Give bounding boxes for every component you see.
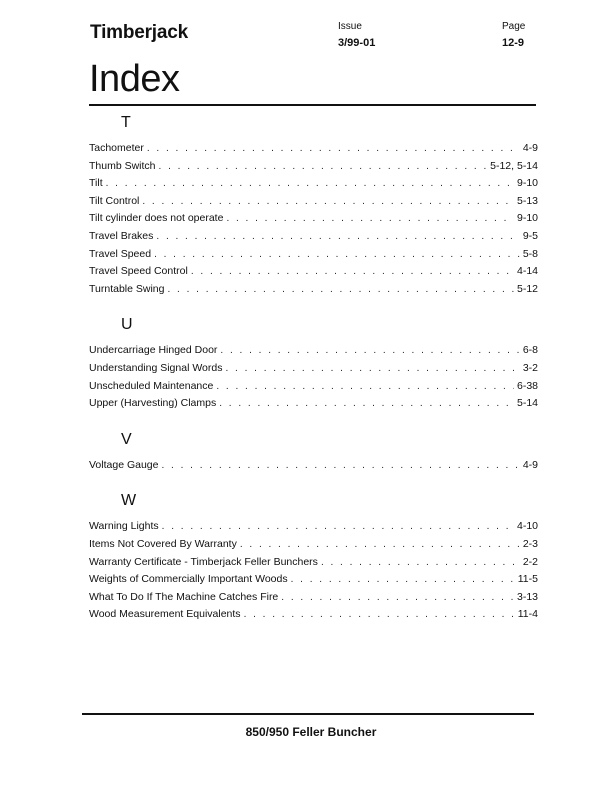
index-section-u xyxy=(89,314,538,412)
index-section-w xyxy=(89,490,538,624)
index-entry xyxy=(89,210,538,228)
page-label: Page xyxy=(502,21,526,32)
index-section-v xyxy=(89,429,538,475)
section-spacer xyxy=(89,298,538,314)
index-entry xyxy=(89,518,538,536)
page-number: 12-9 xyxy=(502,37,525,49)
footer-model-name: 850/950 Feller Buncher xyxy=(245,725,377,739)
entry-term: Understanding Signal Words xyxy=(89,361,223,374)
entry-term: Weights of Commercially Important Woods xyxy=(89,573,288,586)
section-spacer xyxy=(89,474,538,490)
leader-dots xyxy=(321,554,520,572)
entry-term: Unscheduled Maintenance xyxy=(89,379,214,392)
entry-page: 5-12, 5-14 xyxy=(490,159,538,172)
entry-term: Travel Speed xyxy=(89,247,152,260)
leader-dots xyxy=(161,457,519,475)
index-entry xyxy=(89,589,538,607)
entry-page: 9-5 xyxy=(522,229,538,242)
issue-block xyxy=(338,18,375,52)
section-letter: V xyxy=(121,430,132,448)
index-entry xyxy=(89,281,538,299)
index-entry xyxy=(89,554,538,572)
entry-page: 9-10 xyxy=(516,177,538,190)
entry-term: Wood Measurement Equivalents xyxy=(89,608,241,621)
index-entry xyxy=(89,457,538,475)
entry-term: Tilt cylinder does not operate xyxy=(89,212,224,225)
index-entry xyxy=(89,342,538,360)
page-block xyxy=(502,18,525,52)
header-divider xyxy=(89,104,536,106)
entry-page: 2-3 xyxy=(522,537,538,550)
issue-value: 3/99-01 xyxy=(338,37,376,49)
leader-dots xyxy=(219,395,514,413)
leader-dots xyxy=(191,263,514,281)
leader-dots xyxy=(240,536,520,554)
index-entry xyxy=(89,360,538,378)
entry-page: 6-8 xyxy=(522,344,538,357)
entry-page: 5-8 xyxy=(522,247,538,260)
leader-dots xyxy=(220,342,519,360)
entry-page: 6-38 xyxy=(516,379,538,392)
index-entry xyxy=(89,140,538,158)
leader-dots xyxy=(162,518,514,536)
leader-dots xyxy=(216,378,514,396)
index-entry xyxy=(89,158,538,176)
entry-page: 11-4 xyxy=(517,608,538,621)
page-title: Index xyxy=(89,58,180,100)
entry-term: Tilt xyxy=(89,177,103,190)
brand-logo-text: Timberjack xyxy=(90,22,188,43)
issue-label: Issue xyxy=(338,21,362,32)
leader-dots xyxy=(225,360,519,378)
footer-divider xyxy=(82,713,534,715)
section-letter: U xyxy=(121,316,133,334)
leader-dots xyxy=(159,158,488,176)
index-entry xyxy=(89,228,538,246)
leader-dots xyxy=(291,571,515,589)
index-entry xyxy=(89,378,538,396)
index-list xyxy=(89,112,538,624)
entry-page: 4-14 xyxy=(516,265,538,278)
entry-term: Turntable Swing xyxy=(89,282,165,295)
entry-page: 3-2 xyxy=(522,361,538,374)
entry-page: 4-9 xyxy=(522,458,538,471)
leader-dots xyxy=(147,140,520,158)
leader-dots xyxy=(244,606,515,624)
entry-term: Items Not Covered By Warranty xyxy=(89,537,237,550)
index-entry xyxy=(89,263,538,281)
entry-page: 9-10 xyxy=(516,212,538,225)
entry-term: Travel Brakes xyxy=(89,229,154,242)
section-spacer xyxy=(89,413,538,429)
entry-term: Tachometer xyxy=(89,142,144,154)
entry-page: 5-13 xyxy=(516,194,538,207)
index-entry xyxy=(89,536,538,554)
entry-page: 3-13 xyxy=(516,590,538,603)
entry-page: 2-2 xyxy=(522,555,538,568)
entry-page: 4-9 xyxy=(522,142,538,154)
entry-page: 4-10 xyxy=(516,520,538,533)
leader-dots xyxy=(154,246,520,264)
entry-term: What To Do If The Machine Catches Fire xyxy=(89,590,279,603)
entry-term: Undercarriage Hinged Door xyxy=(89,344,218,357)
index-entry xyxy=(89,246,538,264)
index-entry xyxy=(89,175,538,193)
leader-dots xyxy=(167,281,514,299)
leader-dots xyxy=(142,193,514,211)
entry-term: Travel Speed Control xyxy=(89,265,188,278)
entry-page: 5-14 xyxy=(516,397,538,410)
index-entry xyxy=(89,193,538,211)
entry-term: Warning Lights xyxy=(89,520,159,533)
entry-term: Warranty Certificate - Timberjack Feller Bunchers xyxy=(89,555,318,568)
entry-term: Tilt Control xyxy=(89,194,140,207)
leader-dots xyxy=(106,175,514,193)
section-letter: W xyxy=(121,492,137,510)
entry-term: Thumb Switch xyxy=(89,159,156,172)
section-letter: T xyxy=(121,114,131,131)
entry-term: Upper (Harvesting) Clamps xyxy=(89,397,217,410)
entry-term: Voltage Gauge xyxy=(89,458,159,471)
leader-dots xyxy=(156,228,519,246)
index-section-t xyxy=(89,112,538,298)
entry-page: 11-5 xyxy=(517,573,538,586)
entry-page: 5-12 xyxy=(516,282,538,295)
index-entry xyxy=(89,571,538,589)
index-entry xyxy=(89,606,538,624)
leader-dots xyxy=(281,589,514,607)
leader-dots xyxy=(226,210,514,228)
index-entry xyxy=(89,395,538,413)
